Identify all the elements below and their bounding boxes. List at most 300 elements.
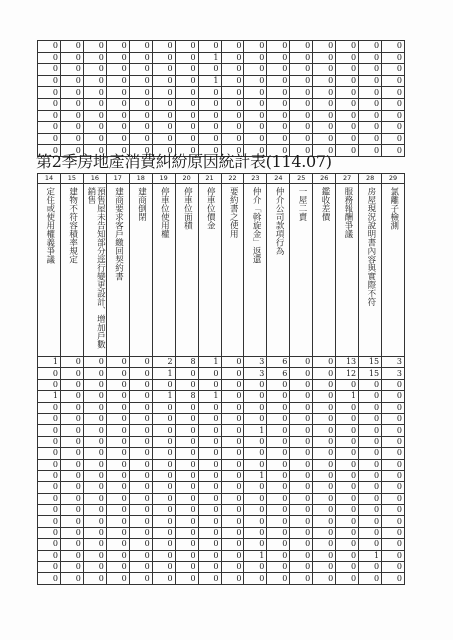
table-cell: 0 [106, 98, 129, 110]
table-cell: 0 [221, 402, 244, 413]
page-title: 第2季房地產消費糾紛原因統計表(114.07) [36, 152, 332, 171]
table-cell: 0 [83, 110, 106, 122]
table-cell: 0 [106, 402, 129, 413]
table-cell: 0 [336, 41, 359, 53]
table-cell: 0 [152, 145, 175, 157]
table-cell: 0 [198, 527, 221, 538]
column-header [382, 184, 405, 357]
table-cell: 0 [221, 505, 244, 516]
table-cell: 0 [83, 391, 106, 402]
table-cell: 8 [175, 391, 198, 402]
table-cell: 0 [175, 41, 198, 53]
table-cell: 0 [198, 505, 221, 516]
table-cell: 0 [106, 470, 129, 481]
table-cell: 0 [221, 145, 244, 157]
table-cell: 0 [336, 448, 359, 459]
table-cell: 0 [60, 133, 83, 145]
table-cell: 0 [336, 505, 359, 516]
table-cell: 0 [336, 133, 359, 145]
table-cell: 0 [336, 98, 359, 110]
table-cell: 0 [175, 550, 198, 561]
table-cell: 1 [198, 52, 221, 64]
column-number-row [38, 174, 405, 184]
table-row [38, 87, 405, 99]
table-cell: 0 [290, 145, 313, 157]
table-cell: 0 [83, 133, 106, 145]
table-row [38, 562, 405, 573]
column-number: 18 [129, 174, 152, 184]
table-cell: 0 [359, 122, 382, 134]
table-cell: 0 [290, 448, 313, 459]
table-cell: 0 [38, 368, 61, 379]
table-cell: 0 [106, 368, 129, 379]
table-cell: 0 [198, 493, 221, 504]
column-number: 14 [38, 174, 61, 184]
table-cell: 0 [38, 110, 61, 122]
table-cell: 0 [175, 145, 198, 157]
table-cell: 0 [221, 459, 244, 470]
table-cell: 6 [267, 368, 290, 379]
table-cell: 0 [152, 402, 175, 413]
table-row [38, 122, 405, 134]
table-cell: 0 [38, 122, 61, 134]
table-cell: 0 [129, 459, 152, 470]
table-cell: 1 [152, 368, 175, 379]
table-cell: 0 [336, 482, 359, 493]
table-cell: 0 [60, 391, 83, 402]
table-cell: 0 [38, 425, 61, 436]
table-cell: 0 [198, 133, 221, 145]
table-cell: 0 [336, 527, 359, 538]
table-cell: 0 [129, 436, 152, 447]
table-cell: 0 [336, 436, 359, 447]
column-header [221, 184, 244, 357]
table-cell: 0 [244, 402, 267, 413]
table-cell: 0 [152, 98, 175, 110]
table-cell: 0 [175, 98, 198, 110]
table-cell: 0 [60, 459, 83, 470]
column-label: 停車位使用權 [159, 187, 170, 238]
table-cell: 0 [290, 402, 313, 413]
table-cell: 0 [38, 573, 61, 584]
table-cell: 3 [382, 368, 405, 379]
table-cell: 0 [60, 110, 83, 122]
table-cell: 0 [60, 379, 83, 390]
table-cell: 0 [38, 145, 61, 157]
column-number: 15 [60, 174, 83, 184]
table-cell: 0 [83, 87, 106, 99]
table-cell: 0 [106, 425, 129, 436]
table-cell: 0 [359, 470, 382, 481]
statistics-table-header [38, 174, 405, 357]
table-cell: 12 [336, 368, 359, 379]
table-cell: 0 [129, 527, 152, 538]
table-cell: 0 [175, 448, 198, 459]
table-cell: 0 [38, 505, 61, 516]
table-cell: 0 [267, 402, 290, 413]
column-label-row [38, 184, 405, 357]
table-cell: 0 [106, 550, 129, 561]
table-cell: 0 [290, 64, 313, 76]
table-cell: 0 [290, 550, 313, 561]
table-row [38, 98, 405, 110]
table-cell: 0 [359, 448, 382, 459]
table-cell: 0 [221, 482, 244, 493]
table-cell: 0 [244, 122, 267, 134]
table-cell: 0 [129, 87, 152, 99]
table-cell: 0 [198, 402, 221, 413]
table-cell: 0 [60, 562, 83, 573]
table-cell: 0 [221, 436, 244, 447]
table-cell: 0 [382, 425, 405, 436]
table-cell: 0 [175, 64, 198, 76]
table-cell: 1 [336, 391, 359, 402]
table-cell: 0 [38, 87, 61, 99]
table-cell: 0 [38, 550, 61, 561]
table-cell: 0 [221, 110, 244, 122]
column-number: 25 [290, 174, 313, 184]
table-cell: 0 [129, 110, 152, 122]
table-cell: 13 [336, 357, 359, 368]
table-cell: 0 [175, 516, 198, 527]
table-cell: 0 [267, 413, 290, 424]
table-cell: 0 [198, 41, 221, 53]
table-cell: 0 [106, 482, 129, 493]
table-cell: 1 [244, 550, 267, 561]
table-cell: 0 [129, 379, 152, 390]
table-cell: 0 [290, 75, 313, 87]
table-cell: 0 [152, 425, 175, 436]
table-cell: 1 [38, 357, 61, 368]
table-cell: 0 [382, 413, 405, 424]
table-cell: 0 [313, 493, 336, 504]
table-cell: 0 [38, 98, 61, 110]
table-cell: 0 [382, 539, 405, 550]
table-cell: 0 [106, 379, 129, 390]
table-cell: 0 [382, 470, 405, 481]
table-cell: 0 [267, 493, 290, 504]
table-cell: 0 [83, 527, 106, 538]
table-cell: 0 [313, 64, 336, 76]
table-cell: 0 [106, 391, 129, 402]
table-cell: 0 [60, 527, 83, 538]
table-cell: 0 [129, 470, 152, 481]
table-cell: 0 [198, 145, 221, 157]
table-cell: 0 [198, 110, 221, 122]
table-cell: 0 [290, 516, 313, 527]
table-cell: 0 [336, 516, 359, 527]
table-row [38, 436, 405, 447]
table-cell: 0 [106, 75, 129, 87]
table-row [38, 368, 405, 379]
table-cell: 0 [290, 573, 313, 584]
table-cell: 0 [221, 52, 244, 64]
table-cell: 0 [359, 505, 382, 516]
table-cell: 0 [290, 52, 313, 64]
table-cell: 0 [129, 573, 152, 584]
table-cell: 0 [267, 75, 290, 87]
table-cell: 0 [382, 573, 405, 584]
table-cell: 0 [60, 425, 83, 436]
table-cell: 0 [267, 505, 290, 516]
table-cell: 0 [336, 425, 359, 436]
table-cell: 0 [198, 562, 221, 573]
table-cell: 0 [313, 402, 336, 413]
table-cell: 0 [313, 357, 336, 368]
table-cell: 0 [83, 562, 106, 573]
column-label: 要約書之使用 [228, 187, 239, 238]
table-cell: 0 [198, 87, 221, 99]
table-cell: 0 [129, 64, 152, 76]
table-cell: 0 [38, 379, 61, 390]
table-cell: 1 [244, 425, 267, 436]
table-cell: 0 [290, 527, 313, 538]
table-cell: 0 [175, 493, 198, 504]
table-cell: 0 [83, 539, 106, 550]
table-cell: 0 [382, 391, 405, 402]
table-cell: 0 [175, 573, 198, 584]
table-cell: 0 [106, 436, 129, 447]
table-cell: 0 [382, 482, 405, 493]
column-number: 21 [198, 174, 221, 184]
table-cell: 0 [83, 413, 106, 424]
table-row [38, 573, 405, 584]
table-cell: 0 [290, 470, 313, 481]
table-cell: 0 [244, 110, 267, 122]
table-cell: 0 [83, 357, 106, 368]
column-label: 預售屋未告知部分逕行變更設計、增加戶數銷售 [85, 187, 106, 349]
table-cell: 0 [221, 573, 244, 584]
table-cell: 0 [382, 402, 405, 413]
table-row [38, 41, 405, 53]
table-cell: 0 [359, 87, 382, 99]
table-cell: 0 [38, 516, 61, 527]
column-number: 23 [244, 174, 267, 184]
table-cell: 0 [290, 357, 313, 368]
table-cell: 0 [313, 573, 336, 584]
table-cell: 0 [244, 436, 267, 447]
table-cell: 0 [152, 379, 175, 390]
table-cell: 0 [198, 516, 221, 527]
table-cell: 0 [60, 482, 83, 493]
table-cell: 0 [359, 391, 382, 402]
table-cell: 0 [359, 64, 382, 76]
column-label: 停車位價金 [205, 187, 216, 230]
table-row [38, 459, 405, 470]
table-row [38, 470, 405, 481]
table-cell: 0 [290, 482, 313, 493]
table-cell: 0 [244, 87, 267, 99]
table-cell: 0 [359, 436, 382, 447]
table-cell: 0 [244, 516, 267, 527]
table-cell: 0 [198, 550, 221, 561]
table-cell: 0 [244, 64, 267, 76]
table-cell: 0 [38, 41, 61, 53]
table-cell: 0 [313, 391, 336, 402]
table-cell: 0 [129, 145, 152, 157]
column-number: 22 [221, 174, 244, 184]
column-number: 24 [267, 174, 290, 184]
table-cell: 0 [175, 527, 198, 538]
table-cell: 0 [175, 368, 198, 379]
column-header [175, 184, 198, 357]
table-cell: 0 [83, 145, 106, 157]
table-cell: 0 [290, 562, 313, 573]
table-cell: 0 [129, 391, 152, 402]
table-cell: 0 [60, 122, 83, 134]
table-cell: 0 [336, 573, 359, 584]
table-cell: 0 [198, 379, 221, 390]
column-header [60, 184, 83, 357]
table-cell: 0 [221, 413, 244, 424]
table-cell: 0 [152, 122, 175, 134]
table-cell: 0 [267, 391, 290, 402]
table-cell: 0 [129, 98, 152, 110]
table-cell: 0 [129, 75, 152, 87]
table-cell: 0 [359, 379, 382, 390]
table-cell: 0 [359, 425, 382, 436]
table-cell: 0 [313, 75, 336, 87]
table-row [38, 402, 405, 413]
table-row [38, 379, 405, 390]
table-cell: 0 [267, 527, 290, 538]
table-row [38, 357, 405, 368]
table-cell: 0 [221, 539, 244, 550]
top-table-body [38, 41, 405, 157]
column-header [267, 184, 290, 357]
table-cell: 0 [221, 122, 244, 134]
table-cell: 0 [152, 516, 175, 527]
table-row [38, 425, 405, 436]
table-cell: 0 [129, 357, 152, 368]
table-cell: 0 [152, 470, 175, 481]
table-cell: 0 [267, 459, 290, 470]
table-cell: 1 [244, 470, 267, 481]
table-cell: 0 [221, 550, 244, 561]
table-cell: 0 [38, 470, 61, 481]
column-label: 一屋二賣 [297, 187, 308, 221]
table-cell: 0 [313, 41, 336, 53]
table-cell: 0 [83, 98, 106, 110]
table-cell: 0 [106, 493, 129, 504]
column-label: 定住或使用權義爭議 [44, 187, 55, 264]
table-cell: 0 [129, 505, 152, 516]
column-label: 服務報酬爭議 [342, 187, 353, 238]
column-header [38, 184, 61, 357]
table-cell: 0 [152, 75, 175, 87]
table-cell: 0 [244, 459, 267, 470]
table-cell: 0 [382, 493, 405, 504]
table-cell: 0 [129, 122, 152, 134]
table-cell: 0 [38, 75, 61, 87]
table-cell: 0 [60, 413, 83, 424]
table-cell: 0 [382, 516, 405, 527]
table-cell: 0 [313, 459, 336, 470]
table-cell: 0 [83, 482, 106, 493]
table-cell: 0 [175, 482, 198, 493]
table-cell: 0 [83, 379, 106, 390]
table-cell: 0 [175, 402, 198, 413]
table-cell: 0 [152, 482, 175, 493]
table-cell: 0 [313, 122, 336, 134]
column-label: 停車位面積 [182, 187, 193, 230]
table-cell: 0 [83, 448, 106, 459]
table-cell: 3 [244, 357, 267, 368]
table-cell: 0 [267, 41, 290, 53]
table-cell: 0 [152, 52, 175, 64]
table-cell: 0 [175, 122, 198, 134]
statistics-table-body [38, 357, 405, 585]
table-cell: 0 [198, 482, 221, 493]
table-cell: 0 [152, 87, 175, 99]
table-cell: 0 [129, 413, 152, 424]
table-cell: 0 [83, 516, 106, 527]
table-cell: 0 [221, 425, 244, 436]
table-cell: 0 [106, 516, 129, 527]
table-cell: 0 [382, 505, 405, 516]
table-cell: 0 [60, 573, 83, 584]
table-cell: 0 [60, 505, 83, 516]
table-cell: 0 [106, 52, 129, 64]
table-cell: 0 [221, 493, 244, 504]
table-cell: 0 [175, 539, 198, 550]
table-cell: 0 [175, 436, 198, 447]
table-cell: 0 [60, 516, 83, 527]
table-cell: 1 [198, 357, 221, 368]
table-cell: 0 [106, 122, 129, 134]
table-cell: 0 [60, 75, 83, 87]
column-header [106, 184, 129, 357]
table-cell: 15 [359, 368, 382, 379]
table-cell: 0 [152, 133, 175, 145]
column-header [313, 184, 336, 357]
table-cell: 0 [60, 550, 83, 561]
table-cell: 0 [290, 87, 313, 99]
table-cell: 0 [382, 527, 405, 538]
table-cell: 0 [313, 133, 336, 145]
table-cell: 0 [221, 133, 244, 145]
table-cell: 0 [267, 436, 290, 447]
table-cell: 0 [83, 368, 106, 379]
table-cell: 0 [198, 459, 221, 470]
table-cell: 0 [152, 493, 175, 504]
table-cell: 0 [83, 122, 106, 134]
table-cell: 0 [313, 562, 336, 573]
table-cell: 0 [359, 482, 382, 493]
table-cell: 0 [129, 448, 152, 459]
table-cell: 0 [38, 493, 61, 504]
table-cell: 0 [336, 470, 359, 481]
table-cell: 0 [244, 133, 267, 145]
table-cell: 0 [198, 448, 221, 459]
table-cell: 0 [313, 448, 336, 459]
table-cell: 0 [221, 448, 244, 459]
table-cell: 0 [198, 64, 221, 76]
table-cell: 0 [267, 550, 290, 561]
table-cell: 0 [38, 64, 61, 76]
column-label: 仲介「斡旋金」返還 [251, 187, 262, 264]
table-cell: 0 [267, 470, 290, 481]
table-cell: 0 [267, 379, 290, 390]
table-cell: 0 [382, 75, 405, 87]
table-row [38, 52, 405, 64]
table-cell: 0 [313, 436, 336, 447]
table-cell: 0 [244, 505, 267, 516]
table-cell: 0 [152, 459, 175, 470]
table-row [38, 550, 405, 561]
table-cell: 0 [60, 470, 83, 481]
table-cell: 6 [267, 357, 290, 368]
